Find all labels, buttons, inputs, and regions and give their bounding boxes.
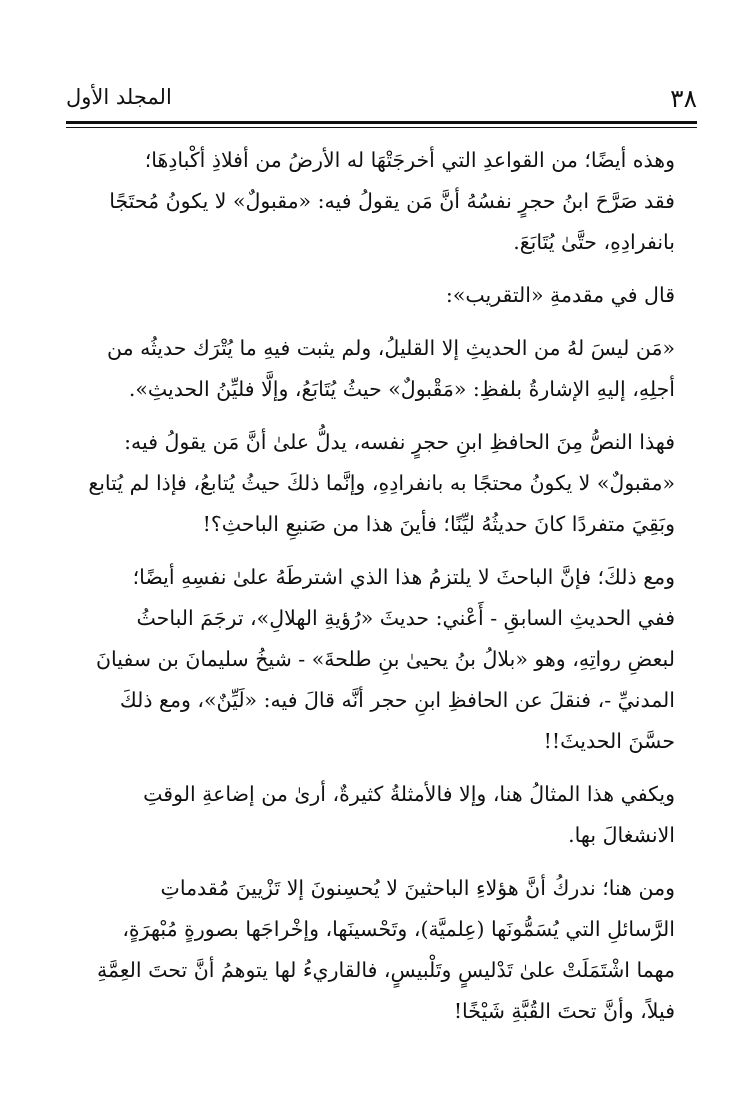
page-header (66, 84, 697, 114)
paragraph-line: وبَقِيَ متفردًا كانَ حديثُهُ ليِّنًا؛ فأينَ هذا من صَنيعِ الباحثِ؟! (202, 512, 675, 536)
paragraph-line: الانشغالَ بها. (568, 823, 675, 847)
paragraph-line: «مقبولٌ» لا يكونُ محتجًا به بانفرادِهِ، وإنَّما ذلكَ حيثُ يُتابعُ، فإذا لم يُتابع (88, 471, 675, 495)
body-text (66, 140, 697, 1044)
header-rule-thick (66, 121, 697, 124)
paragraph-line: ففي الحديثِ السابقِ - أَعْني: حديثَ «رُؤيةِ الهلالِ»، ترجَمَ الباحثُ (136, 606, 675, 630)
paragraph-6 (66, 774, 697, 856)
paragraph-line: «مَن ليسَ لهُ من الحديثِ إلا القليلُ، ولم يثبت فيهِ ما يُتْرَك حديثُه من (106, 336, 675, 360)
paragraph-line: أجلِهِ، إليهِ الإشارةُ بلفظِ: «مَقْبولٌ» حيثُ يُتَابَعُ، وإلَّا فليِّنُ الحديثِ». (128, 377, 675, 401)
paragraph-1 (66, 140, 697, 263)
volume-title: المجلد الأول (66, 85, 172, 109)
paragraph-7 (66, 868, 697, 1032)
paragraph-line: ويكفي هذا المثالُ هنا، وإلا فالأمثلةُ كثيرةٌ، أرىٰ من إضاعةِ الوقتِ (143, 782, 675, 806)
paragraph-line: فقد صَرَّحَ ابنُ حجرٍ نفسُهُ أنَّ مَن يقولُ فيه: «مقبولٌ» لا يكونُ مُحتَجًا (109, 189, 675, 213)
paragraph-line: الرَّسائلِ التي يُسَمُّونَها (عِلميَّة)، وتَحْسينَها، وإخْراجَها بصورةٍ مُبْهرَةٍ، (122, 917, 675, 941)
quote-paragraph (66, 328, 697, 410)
paragraph-5 (66, 557, 697, 762)
paragraph-line: مهما اشْتَمَلَتْ علىٰ تَدْليسٍ وتَلْبيسٍ، فالقاريءُ لها يتوهمُ أنَّ تحتَ العِمَّةِ (96, 958, 675, 982)
paragraph-line: حسَّنَ الحديثَ!! (543, 729, 675, 753)
paragraph-line: بانفرادِهِ، حتَّىٰ يُتَابَعَ. (513, 230, 675, 254)
header-rule-thin (66, 127, 697, 128)
paragraph-4 (66, 422, 697, 545)
paragraph-line: لبعضِ رواتِهِ، وهو «بلالُ بنُ يحيىٰ بنِ طلحةَ» - شيخُ سليمانَ بن سفيانَ (96, 647, 675, 671)
page-number: ٣٨ (670, 84, 697, 113)
paragraph-2 (66, 275, 697, 316)
paragraph-line: ومع ذلكَ؛ فإنَّ الباحثَ لا يلتزمُ هذا الذي اشترطَهُ علىٰ نفسِهِ أيضًا؛ (132, 565, 675, 589)
paragraph-line: وهذه أيضًا؛ من القواعدِ التي أخرجَتْهَا له الأرضُ من أفلاذِ أكْبادِهَا؛ (144, 148, 675, 172)
paragraph-line: قال في مقدمةِ «التقريب»: (445, 283, 675, 307)
paragraph-line: المدنيِّ -، فنقلَ عن الحافظِ ابنِ حجر أنَّه قالَ فيه: «لَيِّنٌ»، ومع ذلكَ (119, 688, 675, 712)
paragraph-line: فيلاً، وأنَّ تحتَ القُبَّةِ شَيْخًا! (453, 999, 675, 1023)
paragraph-line: ومن هنا؛ ندركُ أنَّ هؤلاءِ الباحثينَ لا يُحسِنونَ إلا تَزْيينَ مُقدماتِ (160, 876, 675, 900)
paragraph-line: فهذا النصُّ مِنَ الحافظِ ابنِ حجرٍ نفسه، يدلُّ علىٰ أنَّ مَن يقولُ فيه: (124, 430, 675, 454)
